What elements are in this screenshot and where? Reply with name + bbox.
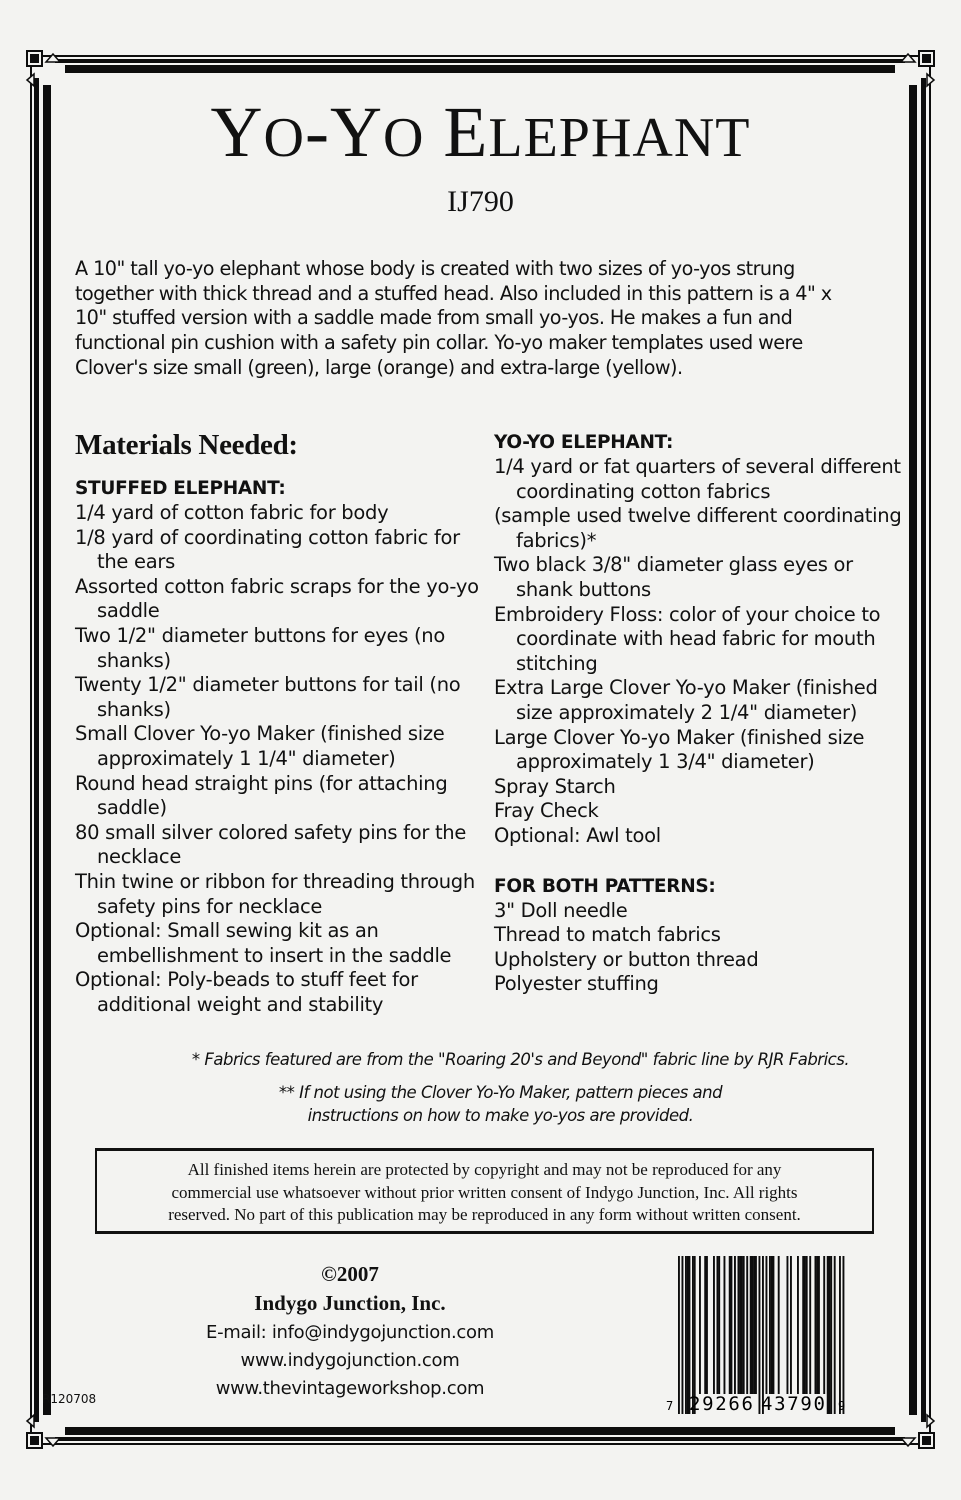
barcode-bar <box>694 1256 696 1414</box>
border-bottom-thin <box>42 1443 918 1445</box>
barcode-bar <box>717 1256 719 1394</box>
barcode-bar <box>724 1256 726 1394</box>
barcode-lead-digit: 7 <box>666 1399 674 1413</box>
barcode-bar <box>743 1256 745 1394</box>
clover-note-line-1: ** If not using the Clover Yo-Yo Maker, pattern pieces and <box>278 1083 723 1102</box>
publisher-email[interactable]: E-mail: info@indygojunction.com <box>206 1322 494 1343</box>
materials-right-column <box>494 430 904 997</box>
barcode-bar <box>816 1256 818 1394</box>
material-item: 80 small silver colored safety pins for the necklace <box>75 820 467 869</box>
yoyo-elephant-heading: YO-YO ELEPHANT: <box>494 432 674 453</box>
material-item: Embroidery Floss: color of your choice to coordinate with head fabric for mouth stitching <box>494 602 881 675</box>
barcode-bar <box>809 1256 811 1394</box>
material-item: Polyester stuffing <box>494 972 659 996</box>
barcode-bar <box>755 1256 757 1394</box>
yoyo-elephant-list <box>494 455 904 849</box>
page-title <box>0 92 961 172</box>
barcode-bar <box>823 1256 825 1394</box>
barcode-bar <box>815 1256 817 1394</box>
border-right-thin <box>929 67 931 1433</box>
barcode-bar <box>830 1256 832 1414</box>
title-smallcaps: LEPHANT <box>488 107 751 169</box>
title-cap <box>424 92 443 172</box>
barcode-group-1: 29266 <box>689 1393 753 1415</box>
material-item: Spray Starch <box>494 774 616 798</box>
material-item: Optional: Small sewing kit as an embellishment to insert in the saddle <box>75 919 452 967</box>
border-right-mid <box>921 78 926 1422</box>
copyright-line-1: All finished items herein are protected by copyright and may not be reproduced for any <box>187 1160 782 1179</box>
material-item: Thread to match fabrics <box>494 923 721 947</box>
publisher-website-link[interactable]: www.indygojunction.com <box>240 1350 460 1371</box>
upc-barcode <box>666 1256 881 1416</box>
barcode-bar <box>771 1256 773 1394</box>
barcode-bar <box>746 1256 748 1394</box>
barcode-bar <box>802 1256 804 1394</box>
material-item: Small Clover Yo-yo Maker (finished size approximately 1 1/4" diameter) <box>75 722 445 770</box>
copyright-year: ©2007 <box>321 1262 379 1286</box>
barcode-bar <box>699 1256 701 1394</box>
barcode-check-digit: 9 <box>838 1399 846 1413</box>
fabric-note: * Fabrics featured are from the "Roaring 20's and Beyond" fabric line by RJR Fabrics. <box>191 1050 850 1069</box>
barcode-bar <box>839 1256 841 1414</box>
stuffed-elephant-list <box>75 501 495 1017</box>
title-cap: E <box>443 92 489 172</box>
barcode-bar <box>834 1256 836 1414</box>
title-cap: Y <box>329 92 383 172</box>
title-cap: Y <box>210 92 264 172</box>
material-item: (sample used twelve different coordinating fabrics)* <box>494 504 902 552</box>
material-item: Round head straight pins (for attaching saddle) <box>75 771 448 820</box>
material-item: Fray Check <box>494 799 599 823</box>
barcode-bar <box>713 1256 715 1394</box>
barcode-bars <box>678 1256 844 1414</box>
publisher-name: Indygo Junction, Inc. <box>254 1291 446 1315</box>
clover-note-line-2: instructions on how to make yo-yos are provided. <box>307 1105 694 1125</box>
materials-heading: Materials Needed: <box>75 429 298 461</box>
material-item: Optional: Poly-beads to stuff feet for additional weight and stability <box>75 968 418 1016</box>
barcode-bar <box>738 1256 740 1394</box>
material-item: Twenty 1/2" diameter buttons for tail (no shanks) <box>75 673 461 721</box>
copyright-notice-box <box>95 1148 874 1234</box>
material-item: Upholstery or button thread <box>494 947 759 971</box>
border-bottom-thick <box>65 1427 895 1435</box>
material-item: 1/8 yard of coordinating cotton fabric for the ears <box>75 525 460 574</box>
border-top-thick <box>65 65 895 73</box>
material-item: Two black 3/8" diameter glass eyes or shank buttons <box>494 553 853 601</box>
barcode-bar <box>741 1256 743 1394</box>
barcode-bar <box>797 1256 799 1394</box>
material-item: Optional: Awl tool <box>494 823 661 847</box>
barcode-bar <box>790 1256 792 1394</box>
barcode-bar <box>818 1256 820 1394</box>
barcode-bar <box>750 1256 752 1394</box>
both-patterns-list <box>494 899 904 997</box>
barcode-bar <box>843 1256 845 1414</box>
corner-ornament-top-right <box>887 48 937 88</box>
barcode-bar <box>682 1256 684 1414</box>
border-right-thick <box>909 85 917 1415</box>
intro-paragraph: A 10" tall yo-yo elephant whose body is created with two sizes of yo-yos strung together with thick thread and a stuffed head. Also included in this pattern is a 4" x 10" stuffed version with a saddle made from small yo-yos. He makes a fun and functional pin cushion with a safety pin collar. Yo-yo maker templates used were Clover's size small (green), large (orange) and extra-large (yellow). <box>75 257 832 379</box>
pattern-code: IJ790 <box>447 185 514 218</box>
barcode-bar <box>766 1256 768 1394</box>
material-item: Two 1/2" diameter buttons for eyes (no shanks) <box>75 623 445 672</box>
both-patterns-heading: FOR BOTH PATTERNS: <box>494 875 716 897</box>
barcode-bar <box>739 1256 741 1394</box>
corner-ornament-bottom-left <box>24 1410 74 1452</box>
barcode-bar <box>806 1256 808 1394</box>
revision-code: R120708 <box>42 1392 97 1406</box>
border-left-thick <box>43 85 51 1415</box>
barcode-bar <box>773 1256 775 1394</box>
barcode-bar <box>706 1256 708 1394</box>
barcode-bar <box>692 1256 694 1414</box>
material-item: Assorted cotton fabric scraps for the yo-yo saddle <box>75 574 479 623</box>
barcode-bar <box>685 1256 687 1414</box>
barcode-bar <box>689 1256 691 1414</box>
material-item: 3" Doll needle <box>494 898 628 922</box>
barcode-bar <box>769 1256 771 1394</box>
materials-left-column <box>75 428 495 1017</box>
copyright-line-2: commercial use whatsoever without prior written consent of Indygo Junction, Inc. All rights <box>171 1182 798 1202</box>
barcode-bar <box>829 1256 831 1414</box>
barcode-bar <box>734 1256 736 1394</box>
border-top-mid <box>55 59 905 63</box>
border-left-thin <box>30 67 32 1433</box>
title-smallcaps: O <box>263 107 305 169</box>
vintage-workshop-link[interactable]: www.thevintageworkshop.com <box>215 1378 485 1399</box>
stuffed-elephant-heading: STUFFED ELEPHANT: <box>75 478 286 499</box>
title-cap: - <box>304 92 330 172</box>
barcode-bar <box>718 1256 720 1394</box>
barcode-bar <box>804 1256 806 1394</box>
barcode-group-2: 43790 <box>761 1393 825 1415</box>
material-item: 1/4 yard or fat quarters of several different coordinating cotton fabrics <box>494 455 901 503</box>
border-bottom-mid <box>55 1437 905 1441</box>
barcode-bar <box>787 1256 789 1394</box>
barcode-bar <box>762 1256 764 1414</box>
barcode-bar <box>731 1256 733 1394</box>
material-item: Extra Large Clover Yo-yo Maker (finished size approximately 2 1/4" diameter) <box>494 676 878 724</box>
copyright-line-3: reserved. No part of this publication may be reproduced in any form without written consent. <box>168 1205 801 1224</box>
border-left-mid <box>34 78 39 1422</box>
barcode-bar <box>729 1256 731 1394</box>
clover-note <box>20 1082 961 1127</box>
border-top-thin <box>42 55 918 57</box>
corner-ornament-bottom-right <box>887 1410 937 1452</box>
barcode-bar <box>759 1256 761 1414</box>
barcode-bar <box>827 1256 829 1414</box>
barcode-bar <box>704 1256 706 1394</box>
material-item: Thin twine or ribbon for threading through safety pins for necklace <box>75 869 475 918</box>
barcode-bar <box>753 1256 755 1394</box>
barcode-bar <box>752 1256 754 1394</box>
corner-ornament-top-left <box>24 48 74 88</box>
barcode-bar <box>687 1256 689 1414</box>
barcode-bar <box>678 1256 680 1414</box>
title-smallcaps: O <box>382 107 425 169</box>
material-item: Large Clover Yo-yo Maker (finished size approximately 1 3/4" diameter) <box>494 725 865 774</box>
barcode-bar <box>778 1256 780 1394</box>
material-item: 1/4 yard of cotton fabric for body <box>75 501 389 524</box>
